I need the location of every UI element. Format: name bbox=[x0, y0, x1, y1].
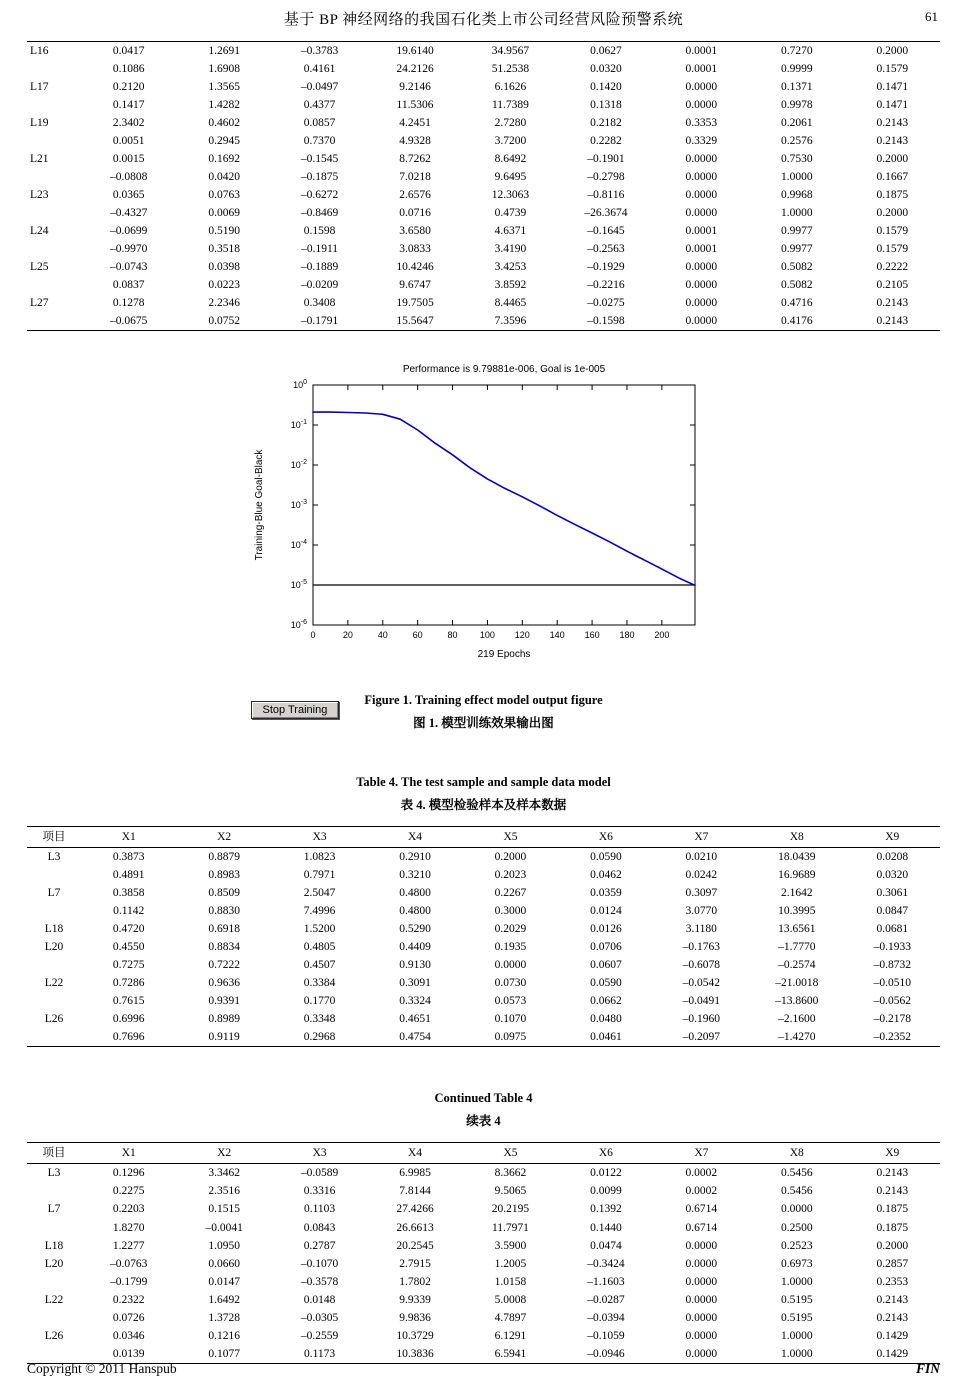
table-row: 1.8270 –0.0041 0.0843 26.6613 11.7971 0.1440 0.6714 0.2500 0.1875 bbox=[112, 1221, 909, 1234]
table-row: L20 –0.0763 0.0660 –0.1070 2.7915 1.2005 –0.3424 0.0000 0.6973 0.2857 bbox=[44, 1257, 909, 1270]
table-row: 0.0139 0.1077 0.1173 10.3836 6.5941 –0.0946 0.0000 1.0000 0.1429 bbox=[112, 1347, 909, 1360]
table-row: L27 0.1278 2.2346 0.3408 19.7505 8.4465 –0.0275 0.0000 0.4716 0.2143 bbox=[30, 297, 909, 310]
svg-text:100: 100 bbox=[479, 630, 495, 641]
table-row: –0.9970 0.3518 –0.1911 3.0833 3.4190 –0.2563 0.0001 0.9977 0.1579 bbox=[110, 243, 909, 256]
training-performance-chart bbox=[249, 359, 709, 677]
svg-text:10-2: $10^{-2}$ bbox=[290, 459, 307, 471]
table-header-row: 项目 X1 X2 X3 X4 X5 X6 X7 X8 X9 bbox=[27, 827, 940, 848]
svg-text:10-5: $10^{-5}$ bbox=[290, 579, 307, 591]
svg-text:180: 180 bbox=[618, 630, 634, 641]
svg-text:219 Epochs: 219 Epochs bbox=[477, 649, 530, 661]
table-row: L20 0.4550 0.8834 0.4805 0.4409 0.1935 0.0706 –0.1763 –1.7770 –0.1933 bbox=[44, 941, 911, 954]
table-row: 0.7615 0.9391 0.1770 0.3324 0.0573 0.0662 –0.0491 –13.8600 –0.0562 bbox=[112, 995, 911, 1008]
svg-text:20: 20 bbox=[342, 630, 353, 641]
table-row: L7 0.2203 0.1515 0.1103 27.4266 20.2195 0.1392 0.6714 0.0000 0.1875 bbox=[47, 1203, 909, 1216]
table-row: –0.4327 0.0069 –0.8469 0.0716 0.4739 –26.3674 0.0000 1.0000 0.2000 bbox=[110, 207, 909, 220]
svg-text:10-6: $10^{-6}$ bbox=[290, 619, 307, 631]
table-row: L18 0.4720 0.6918 1.5200 0.5290 0.2029 0.0126 3.1180 13.6561 0.0681 bbox=[44, 923, 909, 936]
svg-text:60: 60 bbox=[412, 630, 423, 641]
table-row: L19 2.3402 0.4602 0.0857 4.2451 2.7280 0.2182 0.3353 0.2061 0.2143 bbox=[30, 117, 909, 130]
svg-text:40: 40 bbox=[377, 630, 388, 641]
page-number: 61 bbox=[925, 9, 938, 24]
figure-1-block bbox=[249, 359, 719, 731]
svg-text:Performance is 9.79881e-006, G: Performance is 9.79881e-006, Goal is 1e-005 bbox=[402, 364, 605, 376]
table-row: –0.1799 0.0147 –0.3578 1.7802 1.0158 –1.1603 0.0000 1.0000 0.2353 bbox=[110, 1275, 909, 1288]
svg-text:200: 200 bbox=[653, 630, 669, 641]
table-header-row: 项目 X1 X2 X3 X4 X5 X6 X7 X8 X9 bbox=[27, 1143, 940, 1164]
table-row: L24 –0.0699 0.5190 0.1598 3.6580 4.6371 –0.1645 0.0001 0.9977 0.1579 bbox=[30, 225, 909, 238]
table-row: 0.1086 1.6908 0.4161 24.2126 51.2538 0.0320 0.0001 0.9999 0.1579 bbox=[112, 63, 909, 76]
svg-text:10-4: $10^{-4}$ bbox=[290, 539, 307, 551]
table-row: –0.0675 0.0752 –0.1791 15.5647 7.3596 –0.1598 0.0000 0.4176 0.2143 bbox=[110, 315, 909, 328]
table-row: 0.1417 1.4282 0.4377 11.5306 11.7389 0.1318 0.0000 0.9978 0.1471 bbox=[112, 99, 909, 112]
svg-text:Training-Blue Goal-Black: Training-Blue Goal-Black bbox=[253, 449, 265, 561]
svg-text:10-3: $10^{-3}$ bbox=[290, 499, 307, 511]
figure-1-caption-zh: 图 1. 模型训练效果输出图 bbox=[413, 716, 554, 731]
table-row: 0.0837 0.0223 –0.0209 9.6747 3.8592 –0.2216 0.0000 0.5082 0.2105 bbox=[112, 279, 909, 292]
svg-text:120: 120 bbox=[514, 630, 530, 641]
svg-text:140: 140 bbox=[549, 630, 565, 641]
table-row: L16 0.0417 1.2691 –0.3783 19.6140 34.9567 0.0627 0.0001 0.7270 0.2000 bbox=[30, 45, 909, 57]
page-footer bbox=[27, 1361, 940, 1377]
table-row: 0.7275 0.7222 0.4507 0.9130 0.0000 0.0607 –0.6078 –0.2574 –0.8732 bbox=[112, 959, 911, 972]
table-row: L3 0.1296 3.3462 –0.0589 6.9985 8.3662 0.0122 0.0002 0.5456 0.2143 bbox=[47, 1167, 909, 1180]
table-row: L26 0.0346 0.1216 –0.2559 10.3729 6.1291 –0.1059 0.0000 1.0000 0.1429 bbox=[44, 1329, 909, 1342]
table-row: L25 –0.0743 0.0398 –0.1889 10.4246 3.4253 –0.1929 0.0000 0.5082 0.2222 bbox=[30, 261, 909, 274]
svg-text:80: 80 bbox=[447, 630, 458, 641]
table-row: L3 0.3873 0.8879 1.0823 0.2910 0.2000 0.0590 0.0210 18.0439 0.0208 bbox=[47, 851, 909, 864]
table-4-continued-caption-en: Continued Table 4 bbox=[434, 1091, 533, 1106]
table-4-continued-caption-zh: 续表 4 bbox=[466, 1114, 501, 1129]
table-4-continued bbox=[27, 1142, 940, 1363]
table-row: 0.0726 1.3728 –0.0305 9.9836 4.7897 –0.0394 0.0000 0.5195 0.2143 bbox=[112, 1311, 909, 1324]
page-header bbox=[27, 8, 940, 32]
table-row: L22 0.2322 1.6492 0.0148 9.9339 5.0008 –0.0287 0.0000 0.5195 0.2143 bbox=[44, 1293, 909, 1306]
svg-text:160: 160 bbox=[584, 630, 600, 641]
table-row: L26 0.6996 0.8989 0.3348 0.4651 0.1070 0.0480 –0.1960 –2.1600 –0.2178 bbox=[44, 1013, 911, 1026]
table-4 bbox=[27, 826, 940, 1047]
table-row: L17 0.2120 1.3565 –0.0497 9.2146 6.1626 0.1420 0.0000 0.1371 0.1471 bbox=[30, 81, 909, 94]
table-row: L7 0.3858 0.8509 2.5047 0.4800 0.2267 0.0359 0.3097 2.1642 0.3061 bbox=[47, 887, 909, 900]
journal-mark: FIN bbox=[915, 1361, 940, 1376]
table-4-caption-zh: 表 4. 模型检验样本及样本数据 bbox=[400, 798, 567, 813]
table-row: 0.0051 0.2945 0.7370 4.9328 3.7200 0.2282 0.3329 0.2576 0.2143 bbox=[112, 135, 909, 148]
table-4-caption-en: Table 4. The test sample and sample data model bbox=[356, 775, 611, 790]
table-row: 0.4891 0.8983 0.7971 0.3210 0.2023 0.0462 0.0242 16.9689 0.0320 bbox=[112, 869, 909, 882]
table-row: L22 0.7286 0.9636 0.3384 0.3091 0.0730 0.0590 –0.0542 –21.0018 –0.0510 bbox=[44, 977, 911, 990]
stop-training-button[interactable]: Stop Training bbox=[251, 701, 340, 719]
table-row: 0.7696 0.9119 0.2968 0.4754 0.0975 0.0461 –0.2097 –1.4270 –0.2352 bbox=[112, 1031, 911, 1044]
table-row: 0.1142 0.8830 7.4996 0.4800 0.3000 0.0124 3.0770 10.3995 0.0847 bbox=[113, 905, 909, 918]
copyright-text: Copyright © 2011 Hanspub bbox=[27, 1361, 177, 1376]
table-4-captions bbox=[27, 775, 940, 813]
paper-title: 基于 BP 神经网络的我国石化类上市公司经营风险预警系统 bbox=[283, 12, 684, 28]
table-row: –0.0808 0.0420 –0.1875 7.0218 9.6495 –0.2798 0.0000 1.0000 0.1667 bbox=[110, 171, 909, 184]
table-3-continued bbox=[27, 41, 940, 331]
table-row: L23 0.0365 0.0763 –0.6272 2.6576 12.3063 –0.8116 0.0000 0.9968 0.1875 bbox=[30, 189, 909, 202]
table-4-continued-captions bbox=[27, 1091, 940, 1129]
svg-text:10-1: $10^{-1}$ bbox=[290, 419, 307, 431]
svg-text:100: $10^0$ bbox=[292, 379, 307, 391]
table-row: L18 1.2277 1.0950 0.2787 20.2545 3.5900 0.0474 0.0000 0.2523 0.2000 bbox=[44, 1239, 909, 1252]
figure-1-caption-en: Figure 1. Training effect model output figure bbox=[364, 693, 603, 708]
table-row: 0.2275 2.3516 0.3316 7.8144 9.5065 0.0099 0.0002 0.5456 0.2143 bbox=[112, 1185, 909, 1198]
table-row: L21 0.0015 0.1692 –0.1545 8.7262 8.6492 –0.1901 0.0000 0.7530 0.2000 bbox=[30, 153, 909, 166]
svg-text:0: 0 bbox=[309, 630, 316, 641]
